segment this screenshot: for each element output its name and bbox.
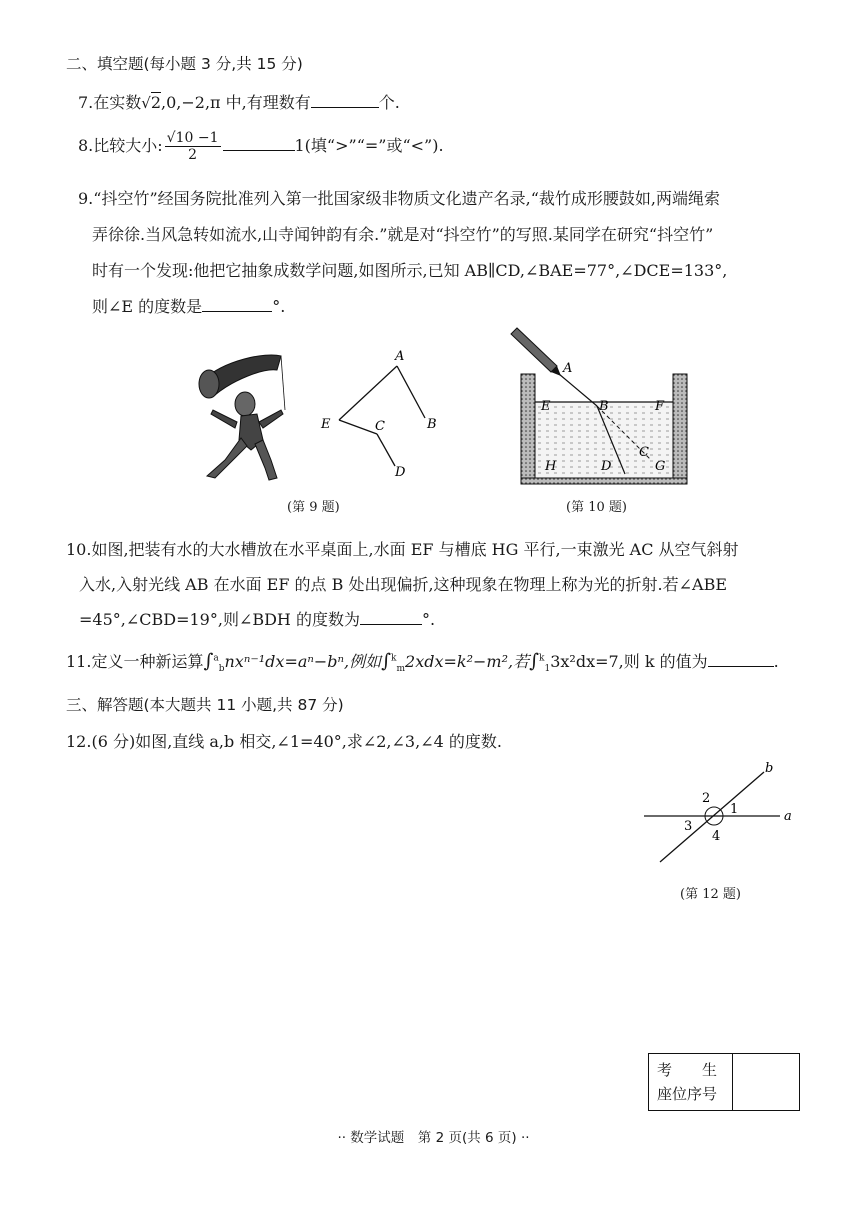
- q7-tail: 个.: [378, 93, 400, 112]
- fig9-label-e: E: [321, 417, 331, 432]
- q8-frac-num: √10 −1: [166, 130, 219, 146]
- q9-line-1: 9.“抖空竹”经国务院批准列入第一批国家级非物质文化遗产名录,“裁竹成形腰鼓如,两端绳索: [78, 189, 720, 208]
- section-2-title: 二、填空题(每小题 3 分,共 15 分): [66, 55, 303, 73]
- fig10-label-a: A: [563, 361, 573, 376]
- q10-tail: °.: [421, 610, 436, 629]
- fig9-label-d: D: [395, 465, 406, 480]
- q11-int2-upper: k: [391, 653, 397, 664]
- seat-label-line-2: 座位序号: [657, 1085, 718, 1103]
- q8-tail: 1(填“>”“=”或“<”).: [294, 136, 444, 155]
- kongzhu-player-illustration: [199, 355, 285, 480]
- fig10-label-d: D: [601, 459, 612, 474]
- q11-answer-blank[interactable]: [708, 666, 774, 667]
- q9-text-before: 则∠E 的度数是: [92, 297, 203, 316]
- seat-number-label: [649, 1054, 733, 1110]
- q11-int2-body: 2xdx=k²−m²,若: [405, 652, 530, 671]
- fig12-angle-1: 1: [730, 802, 739, 817]
- figure-9: [185, 340, 455, 490]
- q8-fraction: [165, 130, 221, 163]
- section-3-title: 三、解答题(本大题共 11 小题,共 87 分): [66, 696, 344, 714]
- fig10-label-e: E: [541, 399, 551, 414]
- fig12-label-b: b: [765, 761, 774, 776]
- fig10-label-b: B: [599, 399, 609, 414]
- fig12-angle-3: 3: [684, 819, 693, 834]
- fig12-label-a: a: [784, 809, 792, 824]
- laser-pen-icon: [511, 328, 561, 376]
- fig9-label-b: B: [427, 417, 437, 432]
- integral-sign-2: ∫: [381, 650, 391, 672]
- seat-number-field[interactable]: [733, 1054, 799, 1110]
- fig10-label-g: G: [655, 459, 666, 474]
- page-footer: ·· 数学试题 第 2 页(共 6 页) ··: [337, 1130, 530, 1146]
- q11-int3-lower: 1: [544, 664, 551, 675]
- integral-sign-1: ∫: [203, 650, 214, 672]
- fig10-label-h: H: [545, 459, 557, 474]
- q7-sqrt-arg: 2: [150, 93, 162, 112]
- q10-text-before: =45°,∠CBD=19°,则∠BDH 的度数为: [79, 610, 360, 629]
- figure-9-caption: (第 9 题): [287, 500, 340, 515]
- q8-text-before: 8.比较大小:: [78, 136, 163, 155]
- tank-bottom: [521, 478, 687, 484]
- figure-12: [638, 758, 798, 866]
- fig10-label-c: C: [639, 445, 649, 460]
- fig10-label-f: F: [655, 399, 665, 414]
- q7-answer-blank[interactable]: [311, 107, 379, 108]
- question-11: [66, 649, 779, 674]
- q11-int1-upper: a: [213, 653, 219, 664]
- q11-int1-body: nxⁿ⁻¹dx=aⁿ−bⁿ,例如: [224, 652, 382, 671]
- q10-line-2: 入水,入射光线 AB 在水面 EF 的点 B 处出现偏折,这种现象在物理上称为光的折射.若∠ABE: [79, 575, 728, 594]
- q11-tail: .: [773, 652, 779, 671]
- question-8: [78, 130, 444, 163]
- incident-ray-ab: [559, 374, 597, 406]
- tank-left-wall: [521, 374, 535, 482]
- q9-line-2: 弄徐徐.当风急转如流水,山寺闻钟韵有余.”就是对“抖空竹”的写照.某同学在研究“抖空竹”: [92, 225, 714, 244]
- q11-int2-lower: m: [396, 664, 406, 675]
- q9-tail: °.: [272, 297, 286, 316]
- line-b: [660, 772, 764, 862]
- fig12-angle-2: 2: [702, 791, 711, 806]
- fig12-angle-4: 4: [712, 829, 721, 844]
- figure-10: [505, 326, 697, 486]
- q11-int3-body: 3x²dx=7,则 k 的值为: [550, 652, 708, 671]
- q8-frac-den: 2: [188, 147, 198, 163]
- q11-int3-upper: k: [539, 653, 545, 664]
- figure-12-caption: (第 12 题): [680, 887, 741, 902]
- q11-int1-lower: b: [218, 664, 225, 675]
- q10-line-3: [79, 607, 435, 630]
- integral-sign-3: ∫: [529, 650, 539, 672]
- tank-right-wall: [673, 374, 687, 482]
- q9-line-4: [92, 294, 285, 317]
- q7-text-after: ,0,−2,π 中,有理数有: [161, 93, 311, 112]
- seat-number-box: [648, 1053, 800, 1111]
- q9-answer-blank[interactable]: [202, 311, 272, 312]
- q11-prefix: 11.定义一种新运算: [66, 652, 204, 671]
- q8-answer-blank[interactable]: [223, 150, 295, 151]
- figure-9-geometry: [339, 366, 425, 466]
- q10-answer-blank[interactable]: [360, 624, 422, 625]
- q7-text-before: 7.在实数: [78, 93, 142, 112]
- figure-10-caption: (第 10 题): [566, 500, 627, 515]
- q10-line-1: 10.如图,把装有水的大水槽放在水平桌面上,水面 EF 与槽底 HG 平行,一束激光 AC 从空气斜射: [66, 540, 739, 559]
- q9-line-3: 时有一个发现:他把它抽象成数学问题,如图所示,已知 AB∥CD,∠BAE=77°,∠DCE=133°,: [92, 261, 728, 280]
- question-7: 7.在实数√2,0,−2,π 中,有理数有 个.: [78, 93, 400, 112]
- fig9-label-a: A: [395, 349, 405, 364]
- q12-text: 12.(6 分)如图,直线 a,b 相交,∠1=40°,求∠2,∠3,∠4 的度数.: [66, 732, 502, 751]
- seat-label-line-1: 考 生: [657, 1061, 718, 1079]
- fig9-label-c: C: [375, 419, 385, 434]
